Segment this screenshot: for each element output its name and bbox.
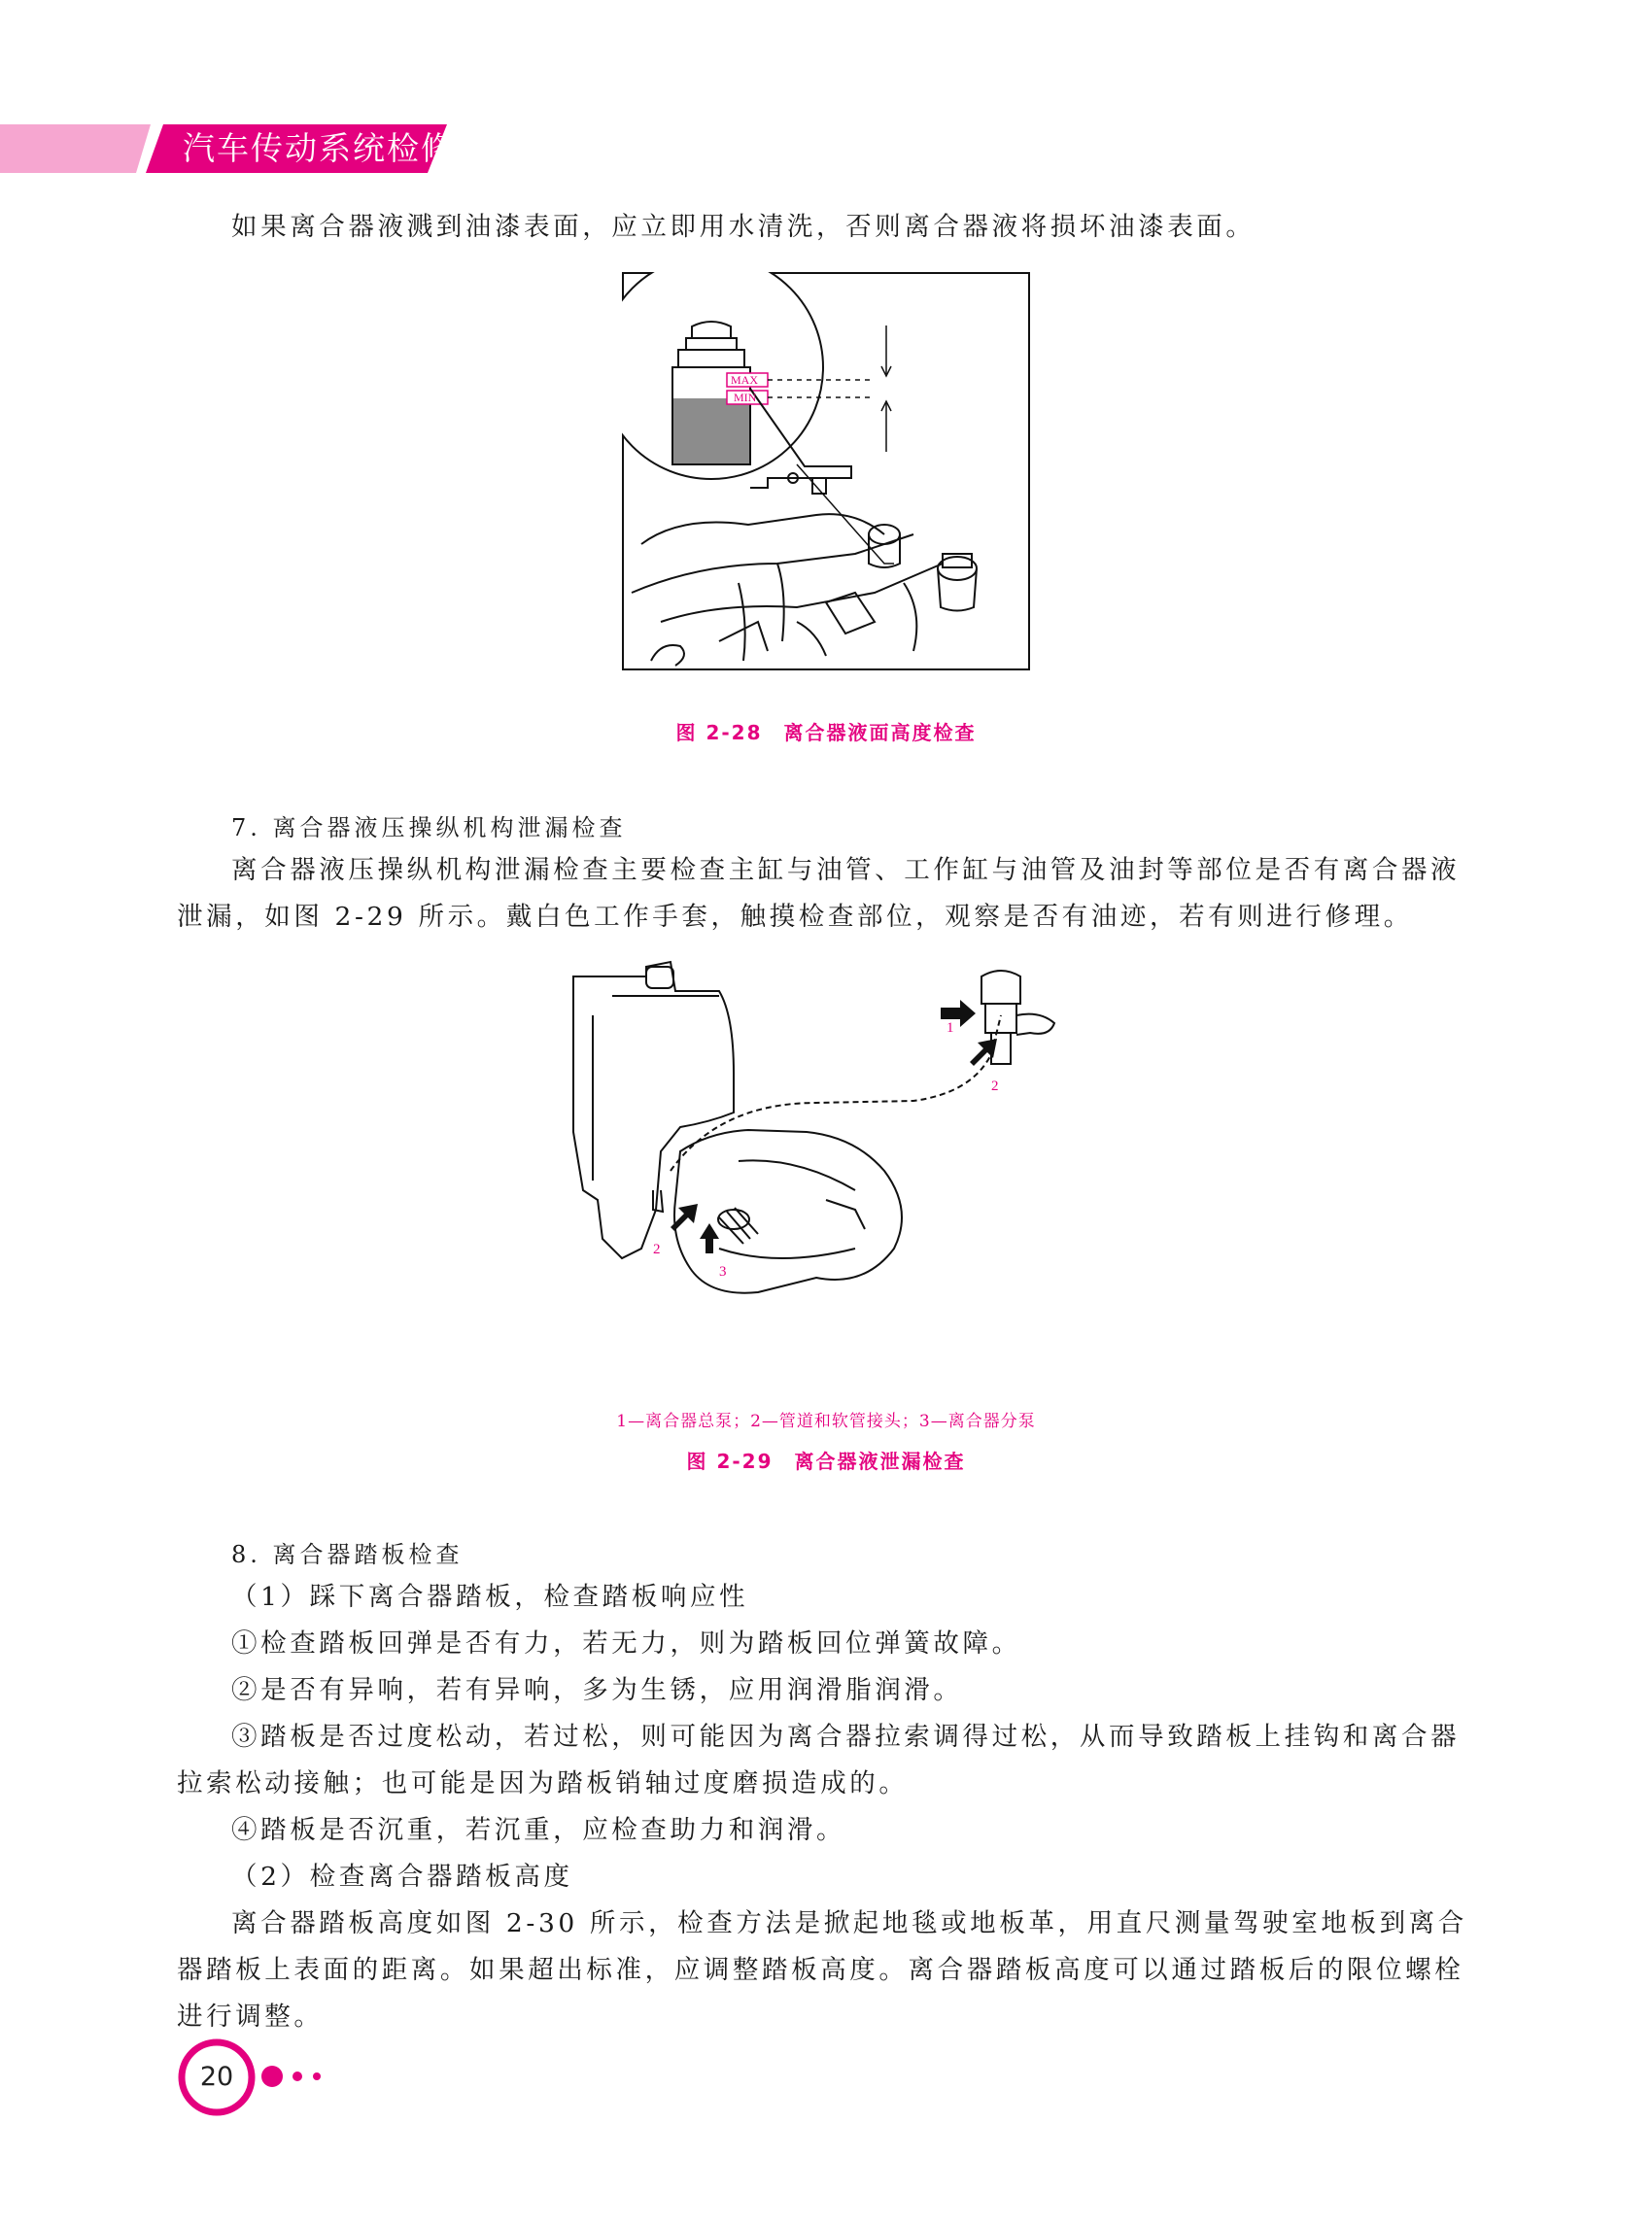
section-7-heading: 7. 离合器液压操纵机构泄漏检查 — [231, 814, 627, 841]
paragraph-fluid-warning: 如果离合器液溅到油漆表面，应立即用水清洗，否则离合器液将损坏油漆表面。 — [231, 212, 1256, 242]
marker-3-label: 3 — [719, 1264, 727, 1280]
item-2: ②是否有异响，若有异响，多为生锈，应用润滑脂润滑。 — [231, 1675, 963, 1705]
max-label: MAX — [731, 373, 759, 387]
page-number-badge — [173, 2029, 270, 2126]
figure-2-28-reservoir-level — [622, 272, 1030, 670]
figure-2-29-caption: 图 2-29 离合器液泄漏检查 — [686, 1450, 966, 1473]
paragraph-leak-check: 离合器液压操纵机构泄漏检查主要检查主缸与油管、工作缸与油管及油封等部位是否有离合器液泄漏，如图 2-29 所示。戴白色工作手套，触摸检查部位，观察是否有油迹，若有则进行修理。 — [177, 855, 1461, 932]
min-label: MIN — [734, 391, 757, 404]
paragraph-pedal-height: 离合器踏板高度如图 2-30 所示，检查方法是掀起地毯或地板革，用直尺测量驾驶室地板到离合器踏板上表面的距离。如果超出标准，应调整踏板高度。离合器踏板高度可以通过踏板后的限位螺栓进行调整。 — [177, 1908, 1467, 2032]
page-number: 20 — [199, 2062, 234, 2092]
subsection-2-heading: （2）检查离合器踏板高度 — [231, 1862, 573, 1892]
chapter-title: 汽车传动系统检修 — [183, 129, 455, 167]
marker-2b-label: 2 — [653, 1242, 661, 1257]
marker-1-label: 1 — [946, 1020, 954, 1036]
figure-2-28-caption: 图 2-28 离合器液面高度检查 — [675, 721, 977, 744]
figure-2-29-legend: 1—离合器总泵；2—管道和软管接头；3—离合器分泵 — [616, 1412, 1036, 1431]
item-1: ①检查踏板回弹是否有力，若无力，则为踏板回位弹簧故障。 — [231, 1628, 1021, 1659]
figure-2-29-leak-points — [564, 957, 1108, 1394]
subsection-1-heading: （1）踩下离合器踏板，检查踏板响应性 — [231, 1582, 749, 1612]
marker-2a-label: 2 — [991, 1079, 999, 1094]
item-3: ③踏板是否过度松动，若过松，则可能因为离合器拉索调得过松，从而导致踏板上挂钩和离合器拉索松动接触；也可能是因为踏板销轴过度磨损造成的。 — [177, 1722, 1461, 1798]
item-4: ④踏板是否沉重，若沉重，应检查助力和润滑。 — [231, 1815, 846, 1845]
page-dots-decoration — [260, 2062, 338, 2091]
section-8-heading: 8. 离合器踏板检查 — [231, 1541, 464, 1568]
